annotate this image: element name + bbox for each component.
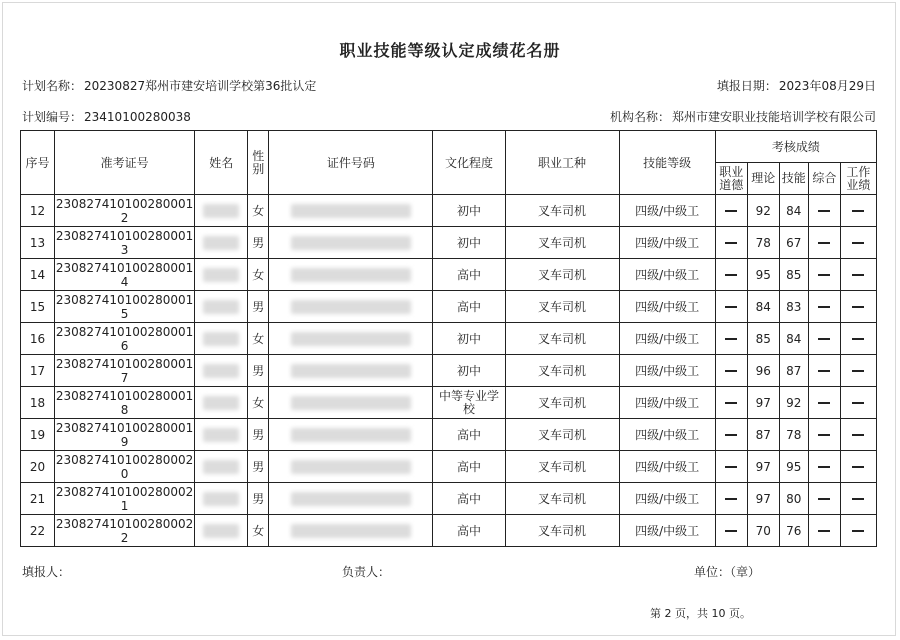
cell-work-performance xyxy=(840,451,876,483)
cell-occupation: 叉车司机 xyxy=(505,195,619,227)
header-education: 文化程度 xyxy=(433,131,505,195)
cell-comprehensive xyxy=(808,387,840,419)
cell-gender: 男 xyxy=(248,355,269,387)
cell-comprehensive xyxy=(808,195,840,227)
cell-skill: 80 xyxy=(779,483,808,515)
plan-number-value: 23410100280038 xyxy=(84,110,191,124)
header-theory: 理论 xyxy=(747,163,779,195)
score-table xyxy=(20,130,877,547)
cell-name-redacted xyxy=(195,419,248,451)
responsible-label: 负责人： xyxy=(342,565,391,579)
plan-name-value: 20230827郑州市建安培训学校第36批认定 xyxy=(84,79,317,93)
cell-career-duty xyxy=(715,259,747,291)
cell-occupation: 叉车司机 xyxy=(505,451,619,483)
cell-career-duty xyxy=(715,483,747,515)
empty-dash xyxy=(818,242,830,244)
redaction-blur xyxy=(291,332,411,346)
cell-education: 初中 xyxy=(433,355,505,387)
cell-comprehensive xyxy=(808,451,840,483)
cell-skill-level: 四级/中级工 xyxy=(619,291,715,323)
cell-work-performance xyxy=(840,355,876,387)
cell-exam-no: 230827410100280002​2 xyxy=(55,516,194,545)
cell-skill-level: 四级/中级工 xyxy=(619,451,715,483)
cell-work-performance xyxy=(840,323,876,355)
cell-occupation: 叉车司机 xyxy=(505,291,619,323)
cell-gender: 男 xyxy=(248,291,269,323)
cell-comprehensive xyxy=(808,355,840,387)
redaction-blur xyxy=(203,236,239,250)
org-name-label: 机构名称： xyxy=(609,110,670,124)
cell-work-performance xyxy=(840,483,876,515)
empty-dash xyxy=(725,306,737,308)
empty-dash xyxy=(852,210,864,212)
header-occupation: 职业工种 xyxy=(505,131,619,195)
cell-occupation: 叉车司机 xyxy=(505,515,619,547)
cell-gender: 女 xyxy=(248,259,269,291)
org-name xyxy=(610,108,876,125)
cell-seq: 16 xyxy=(21,323,55,355)
cell-skill: 85 xyxy=(779,259,808,291)
cell-gender: 女 xyxy=(248,515,269,547)
empty-dash xyxy=(818,402,830,404)
cell-skill: 78 xyxy=(779,419,808,451)
cell-comprehensive xyxy=(808,419,840,451)
cell-id-redacted xyxy=(269,355,433,387)
empty-dash xyxy=(725,338,737,340)
cell-id-redacted xyxy=(269,419,433,451)
redaction-blur xyxy=(203,300,239,314)
cell-skill-level: 四级/中级工 xyxy=(619,515,715,547)
cell-gender: 男 xyxy=(248,419,269,451)
cell-career-duty xyxy=(715,227,747,259)
header-comprehensive: 综合 xyxy=(808,163,840,195)
cell-skill: 87 xyxy=(779,355,808,387)
cell-seq: 15 xyxy=(21,291,55,323)
cell-education: 初中 xyxy=(433,195,505,227)
cell-theory: 78 xyxy=(747,227,779,259)
cell-name-redacted xyxy=(195,323,248,355)
cell-theory: 96 xyxy=(747,355,779,387)
cell-theory: 92 xyxy=(747,195,779,227)
cell-gender: 女 xyxy=(248,387,269,419)
cell-id-redacted xyxy=(269,387,433,419)
cell-education: 高中 xyxy=(433,291,505,323)
cell-seq: 20 xyxy=(21,451,55,483)
cell-name-redacted xyxy=(195,483,248,515)
cell-gender: 男 xyxy=(248,483,269,515)
cell-exam-no: 230827410100280002​1 xyxy=(55,484,194,513)
empty-dash xyxy=(818,338,830,340)
cell-occupation: 叉车司机 xyxy=(505,259,619,291)
empty-dash xyxy=(725,530,737,532)
fill-date-label: 填报日期： xyxy=(716,79,777,93)
filler-label: 填报人： xyxy=(22,565,71,579)
empty-dash xyxy=(818,466,830,468)
cell-career-duty xyxy=(715,419,747,451)
cell-career-duty xyxy=(715,451,747,483)
cell-skill-level: 四级/中级工 xyxy=(619,419,715,451)
cell-work-performance xyxy=(840,291,876,323)
cell-work-performance xyxy=(840,419,876,451)
cell-name-redacted xyxy=(195,291,248,323)
cell-comprehensive xyxy=(808,515,840,547)
header-id-no: 证件号码 xyxy=(269,131,433,195)
cell-id-redacted xyxy=(269,259,433,291)
table-row xyxy=(21,515,877,547)
cell-theory: 95 xyxy=(747,259,779,291)
empty-dash xyxy=(725,466,737,468)
cell-exam-no: 230827410100280001​5 xyxy=(55,292,194,321)
cell-seq: 19 xyxy=(21,419,55,451)
cell-comprehensive xyxy=(808,323,840,355)
empty-dash xyxy=(852,338,864,340)
table-row xyxy=(21,419,877,451)
header-scores: 考核成绩 xyxy=(715,131,876,163)
cell-work-performance xyxy=(840,195,876,227)
cell-skill: 76 xyxy=(779,515,808,547)
cell-theory: 97 xyxy=(747,387,779,419)
cell-skill: 67 xyxy=(779,227,808,259)
empty-dash xyxy=(725,242,737,244)
cell-skill: 84 xyxy=(779,323,808,355)
empty-dash xyxy=(818,210,830,212)
cell-name-redacted xyxy=(195,355,248,387)
cell-skill: 95 xyxy=(779,451,808,483)
empty-dash xyxy=(818,306,830,308)
cell-exam-no: 230827410100280001​8 xyxy=(55,388,194,417)
redaction-blur xyxy=(203,460,239,474)
header-skill-level: 技能等级 xyxy=(619,131,715,195)
empty-dash xyxy=(725,210,737,212)
redaction-blur xyxy=(291,428,411,442)
empty-dash xyxy=(818,274,830,276)
cell-occupation: 叉车司机 xyxy=(505,323,619,355)
cell-career-duty xyxy=(715,291,747,323)
header-career-duty: 职业道德 xyxy=(715,163,747,195)
redaction-blur xyxy=(291,524,411,538)
cell-theory: 85 xyxy=(747,323,779,355)
cell-work-performance xyxy=(840,259,876,291)
cell-gender: 男 xyxy=(248,227,269,259)
empty-dash xyxy=(852,498,864,500)
table-row xyxy=(21,483,877,515)
cell-theory: 70 xyxy=(747,515,779,547)
fill-date-value: 2023年08月29日 xyxy=(778,79,876,93)
empty-dash xyxy=(818,434,830,436)
cell-occupation: 叉车司机 xyxy=(505,355,619,387)
cell-exam-no: 230827410100280001​9 xyxy=(55,420,194,449)
header-seq: 序号 xyxy=(21,131,55,195)
redaction-blur xyxy=(291,460,411,474)
cell-education: 初中 xyxy=(433,323,505,355)
plan-name xyxy=(22,77,316,94)
empty-dash xyxy=(725,498,737,500)
cell-seq: 18 xyxy=(21,387,55,419)
cell-seq: 14 xyxy=(21,259,55,291)
cell-education: 高中 xyxy=(433,515,505,547)
fill-date xyxy=(717,77,876,94)
redaction-blur xyxy=(291,268,411,282)
cell-occupation: 叉车司机 xyxy=(505,483,619,515)
redaction-blur xyxy=(291,236,411,250)
cell-occupation: 叉车司机 xyxy=(505,387,619,419)
cell-name-redacted xyxy=(195,227,248,259)
cell-education: 初中 xyxy=(433,227,505,259)
org-name-value: 郑州市建安职业技能培训学校有限公司 xyxy=(671,110,876,124)
cell-career-duty xyxy=(715,323,747,355)
cell-id-redacted xyxy=(269,195,433,227)
cell-comprehensive xyxy=(808,227,840,259)
header-skill: 技能 xyxy=(779,163,808,195)
cell-skill-level: 四级/中级工 xyxy=(619,195,715,227)
cell-education: 高中 xyxy=(433,451,505,483)
document-title: 职业技能等级认定成绩花名册 xyxy=(339,41,561,60)
table-row xyxy=(21,259,877,291)
table-row xyxy=(21,387,877,419)
table-row xyxy=(21,195,877,227)
empty-dash xyxy=(818,530,830,532)
cell-skill: 92 xyxy=(779,387,808,419)
cell-education: 高中 xyxy=(433,259,505,291)
redaction-blur xyxy=(291,204,411,218)
empty-dash xyxy=(852,274,864,276)
redaction-blur xyxy=(203,332,239,346)
redaction-blur xyxy=(291,364,411,378)
cell-name-redacted xyxy=(195,195,248,227)
empty-dash xyxy=(852,370,864,372)
page-number: 第 2 页，共 10 页。 xyxy=(650,607,751,620)
header-name: 姓名 xyxy=(195,131,248,195)
cell-seq: 17 xyxy=(21,355,55,387)
cell-name-redacted xyxy=(195,259,248,291)
cell-comprehensive xyxy=(808,259,840,291)
empty-dash xyxy=(818,370,830,372)
cell-career-duty xyxy=(715,515,747,547)
cell-skill: 83 xyxy=(779,291,808,323)
redaction-blur xyxy=(203,204,239,218)
redaction-blur xyxy=(203,492,239,506)
cell-occupation: 叉车司机 xyxy=(505,419,619,451)
empty-dash xyxy=(852,242,864,244)
plan-number-label: 计划编号： xyxy=(22,110,83,124)
redaction-blur xyxy=(203,524,239,538)
cell-exam-no: 230827410100280001​4 xyxy=(55,260,194,289)
cell-id-redacted xyxy=(269,515,433,547)
header-gender: 性别 xyxy=(248,131,269,195)
cell-theory: 84 xyxy=(747,291,779,323)
cell-gender: 女 xyxy=(248,323,269,355)
empty-dash xyxy=(725,370,737,372)
cell-work-performance xyxy=(840,227,876,259)
cell-skill-level: 四级/中级工 xyxy=(619,483,715,515)
empty-dash xyxy=(725,434,737,436)
table-row xyxy=(21,451,877,483)
empty-dash xyxy=(725,274,737,276)
header-work-performance: 工作业绩 xyxy=(840,163,876,195)
cell-work-performance xyxy=(840,515,876,547)
cell-skill-level: 四级/中级工 xyxy=(619,227,715,259)
empty-dash xyxy=(852,466,864,468)
cell-skill-level: 四级/中级工 xyxy=(619,259,715,291)
cell-career-duty xyxy=(715,387,747,419)
cell-comprehensive xyxy=(808,291,840,323)
cell-seq: 12 xyxy=(21,195,55,227)
empty-dash xyxy=(818,498,830,500)
table-row xyxy=(21,227,877,259)
cell-occupation: 叉车司机 xyxy=(505,227,619,259)
cell-education: 高中 xyxy=(433,419,505,451)
cell-id-redacted xyxy=(269,227,433,259)
cell-id-redacted xyxy=(269,323,433,355)
cell-skill-level: 四级/中级工 xyxy=(619,323,715,355)
cell-education: 中等专业学校 xyxy=(433,387,505,419)
plan-name-label: 计划名称： xyxy=(22,79,83,93)
cell-name-redacted xyxy=(195,387,248,419)
cell-work-performance xyxy=(840,387,876,419)
redaction-blur xyxy=(203,364,239,378)
cell-career-duty xyxy=(715,355,747,387)
cell-theory: 97 xyxy=(747,483,779,515)
cell-exam-no: 230827410100280002​0 xyxy=(55,452,194,481)
redaction-blur xyxy=(203,268,239,282)
cell-seq: 13 xyxy=(21,227,55,259)
cell-skill: 84 xyxy=(779,195,808,227)
table-row xyxy=(21,291,877,323)
redaction-blur xyxy=(203,428,239,442)
table-row xyxy=(21,355,877,387)
cell-id-redacted xyxy=(269,291,433,323)
empty-dash xyxy=(852,306,864,308)
cell-exam-no: 230827410100280001​6 xyxy=(55,324,194,353)
cell-seq: 22 xyxy=(21,515,55,547)
empty-dash xyxy=(852,402,864,404)
cell-career-duty xyxy=(715,195,747,227)
cell-gender: 女 xyxy=(248,195,269,227)
cell-gender: 男 xyxy=(248,451,269,483)
cell-comprehensive xyxy=(808,483,840,515)
table-row xyxy=(21,323,877,355)
cell-theory: 87 xyxy=(747,419,779,451)
unit-seal-label: 单位：（章） xyxy=(694,565,761,579)
cell-skill-level: 四级/中级工 xyxy=(619,355,715,387)
cell-exam-no: 230827410100280001​2 xyxy=(55,196,194,225)
cell-id-redacted xyxy=(269,451,433,483)
empty-dash xyxy=(725,402,737,404)
cell-skill-level: 四级/中级工 xyxy=(619,387,715,419)
plan-number xyxy=(22,108,191,125)
cell-seq: 21 xyxy=(21,483,55,515)
cell-theory: 97 xyxy=(747,451,779,483)
redaction-blur xyxy=(291,492,411,506)
cell-id-redacted xyxy=(269,483,433,515)
redaction-blur xyxy=(291,300,411,314)
empty-dash xyxy=(852,434,864,436)
cell-name-redacted xyxy=(195,515,248,547)
cell-exam-no: 230827410100280001​3 xyxy=(55,228,194,257)
empty-dash xyxy=(852,530,864,532)
cell-education: 高中 xyxy=(433,483,505,515)
redaction-blur xyxy=(291,396,411,410)
cell-name-redacted xyxy=(195,451,248,483)
redaction-blur xyxy=(203,396,239,410)
cell-exam-no: 230827410100280001​7 xyxy=(55,356,194,385)
header-exam-no: 准考证号 xyxy=(55,131,195,195)
